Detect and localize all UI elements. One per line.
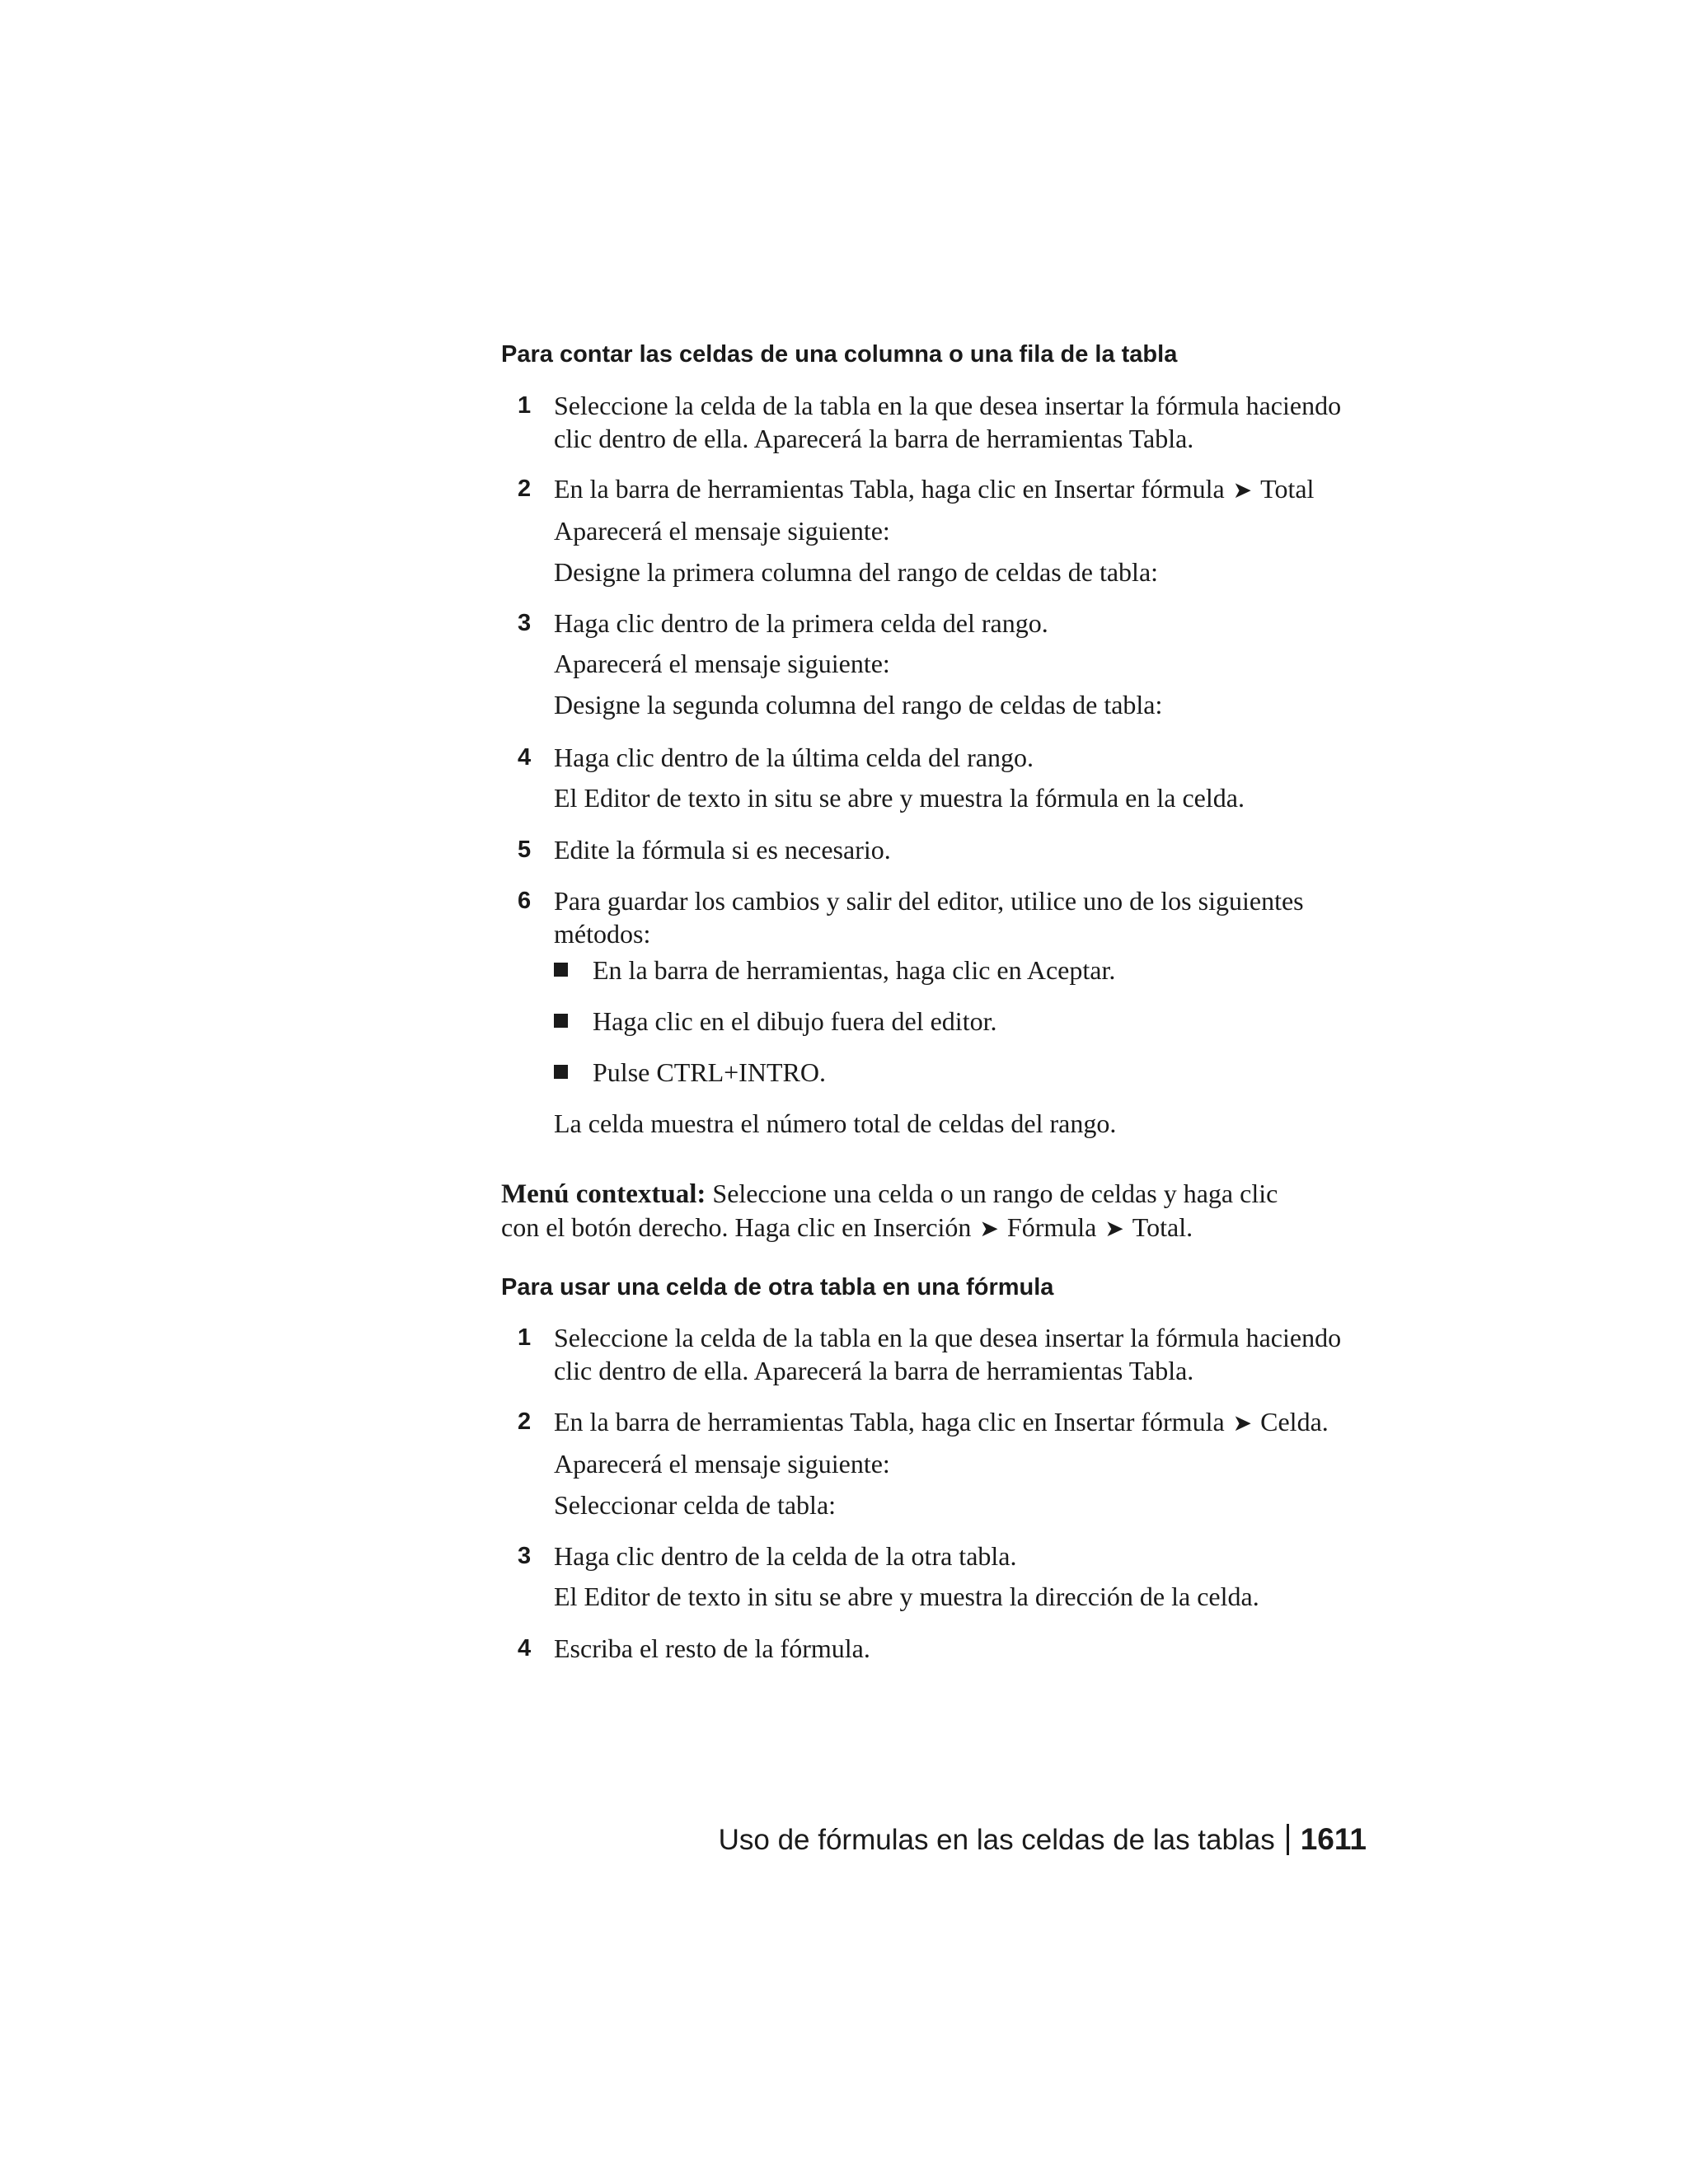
step-number: 4 [518,1635,532,1661]
arrow-icon: ➤ [1232,476,1253,504]
step-body [554,472,1386,588]
step-text: Edite la fórmula si es necesario. [554,835,891,865]
bullet-square-icon [554,1065,568,1079]
step-body [554,389,1386,455]
footer-title: Uso de fórmulas en las celdas de las tablas [718,1824,1275,1856]
bullet-text: Pulse CTRL+INTRO. [593,1057,826,1087]
context-menu-note [501,1177,1278,1245]
step-number: 1 [518,392,532,419]
step-text: Seleccione la celda de la tabla en la que desea insertar la fórmula haciendo [554,391,1342,420]
step-body [554,884,1386,950]
step-body [554,741,1386,814]
step-text [554,472,1386,507]
step-number: 4 [518,744,532,771]
bullet-square-icon [554,1014,568,1028]
step-number: 2 [518,476,532,502]
step-body [554,607,1386,721]
section-heading: Para contar las celdas de una columna o una fila de la tabla [501,341,1178,368]
context-menu-text: Seleccione una celda o un rango de celdas y haga clic [712,1179,1278,1208]
step-number: 5 [518,837,532,863]
section-heading: Para usar una celda de otra tabla en una fórmula [501,1274,1054,1301]
context-menu-line [501,1211,1278,1245]
step-text-part: Total [1260,474,1315,504]
step-number: 6 [518,888,532,914]
step-text: clic dentro de ella. Aparecerá la barra de herramientas Tabla. [554,1356,1194,1385]
step-body [554,1405,1386,1521]
step-text: Seleccione la celda de la tabla en la que desea insertar la fórmula haciendo [554,1323,1342,1352]
prompt-text: Seleccionar celda de tabla: [554,1490,837,1520]
step-text: El Editor de texto in situ se abre y muestra la dirección de la celda. [554,1582,1259,1611]
step-text: Haga clic dentro de la primera celda del rango. [554,608,1048,638]
step-text: métodos: [554,919,651,949]
step-text-part: En la barra de herramientas Tabla, haga clic en Insertar fórmula [554,474,1225,504]
step-number: 1 [518,1324,532,1351]
step-text: Escriba el resto de la fórmula. [554,1633,870,1663]
step-text: clic dentro de ella. Aparecerá la barra de herramientas Tabla. [554,424,1194,453]
step-body [554,833,1386,866]
step-number: 2 [518,1408,532,1435]
step-body [554,1321,1386,1387]
step-number: 3 [518,610,532,636]
context-menu-label: Menú contextual: [501,1179,706,1209]
step-text-part: Celda. [1260,1407,1329,1436]
step-number: 3 [518,1543,532,1569]
step-text: Aparecerá el mensaje siguiente: [554,1449,890,1479]
prompt-text: Designe la segunda columna del rango de celdas de tabla: [554,690,1163,719]
context-menu-line [501,1177,1278,1211]
prompt-text: Designe la primera columna del rango de celdas de tabla: [554,557,1159,587]
step-body [554,1540,1386,1613]
result-text: La celda muestra el número total de celdas del rango. [554,1108,1117,1138]
arrow-icon: ➤ [979,1215,999,1242]
footer-divider [1287,1824,1289,1855]
step-text: Aparecerá el mensaje siguiente: [554,516,890,546]
step-text: Haga clic dentro de la celda de la otra tabla. [554,1541,1017,1571]
context-menu-text: Fórmula [1006,1212,1097,1242]
step-text: Haga clic dentro de la última celda del rango. [554,743,1034,772]
step-text: El Editor de texto in situ se abre y muestra la fórmula en la celda. [554,783,1245,813]
step-body [554,1632,1386,1665]
step-text [554,1405,1386,1440]
step-text: Para guardar los cambios y salir del editor, utilice uno de los siguientes [554,886,1304,916]
bullet-square-icon [554,963,568,977]
bullet-text: En la barra de herramientas, haga clic en Aceptar. [593,955,1116,985]
step-text-part: En la barra de herramientas Tabla, haga clic en Insertar fórmula [554,1407,1225,1436]
bullet-text: Haga clic en el dibujo fuera del editor. [593,1006,997,1036]
page-footer [719,1821,1367,1858]
step-text: Aparecerá el mensaje siguiente: [554,649,890,678]
context-menu-text: con el botón derecho. Haga clic en Inserción [501,1212,972,1242]
context-menu-text: Total. [1132,1212,1193,1242]
page-number: 1611 [1300,1822,1367,1856]
arrow-icon: ➤ [1104,1215,1124,1242]
arrow-icon: ➤ [1232,1409,1253,1436]
